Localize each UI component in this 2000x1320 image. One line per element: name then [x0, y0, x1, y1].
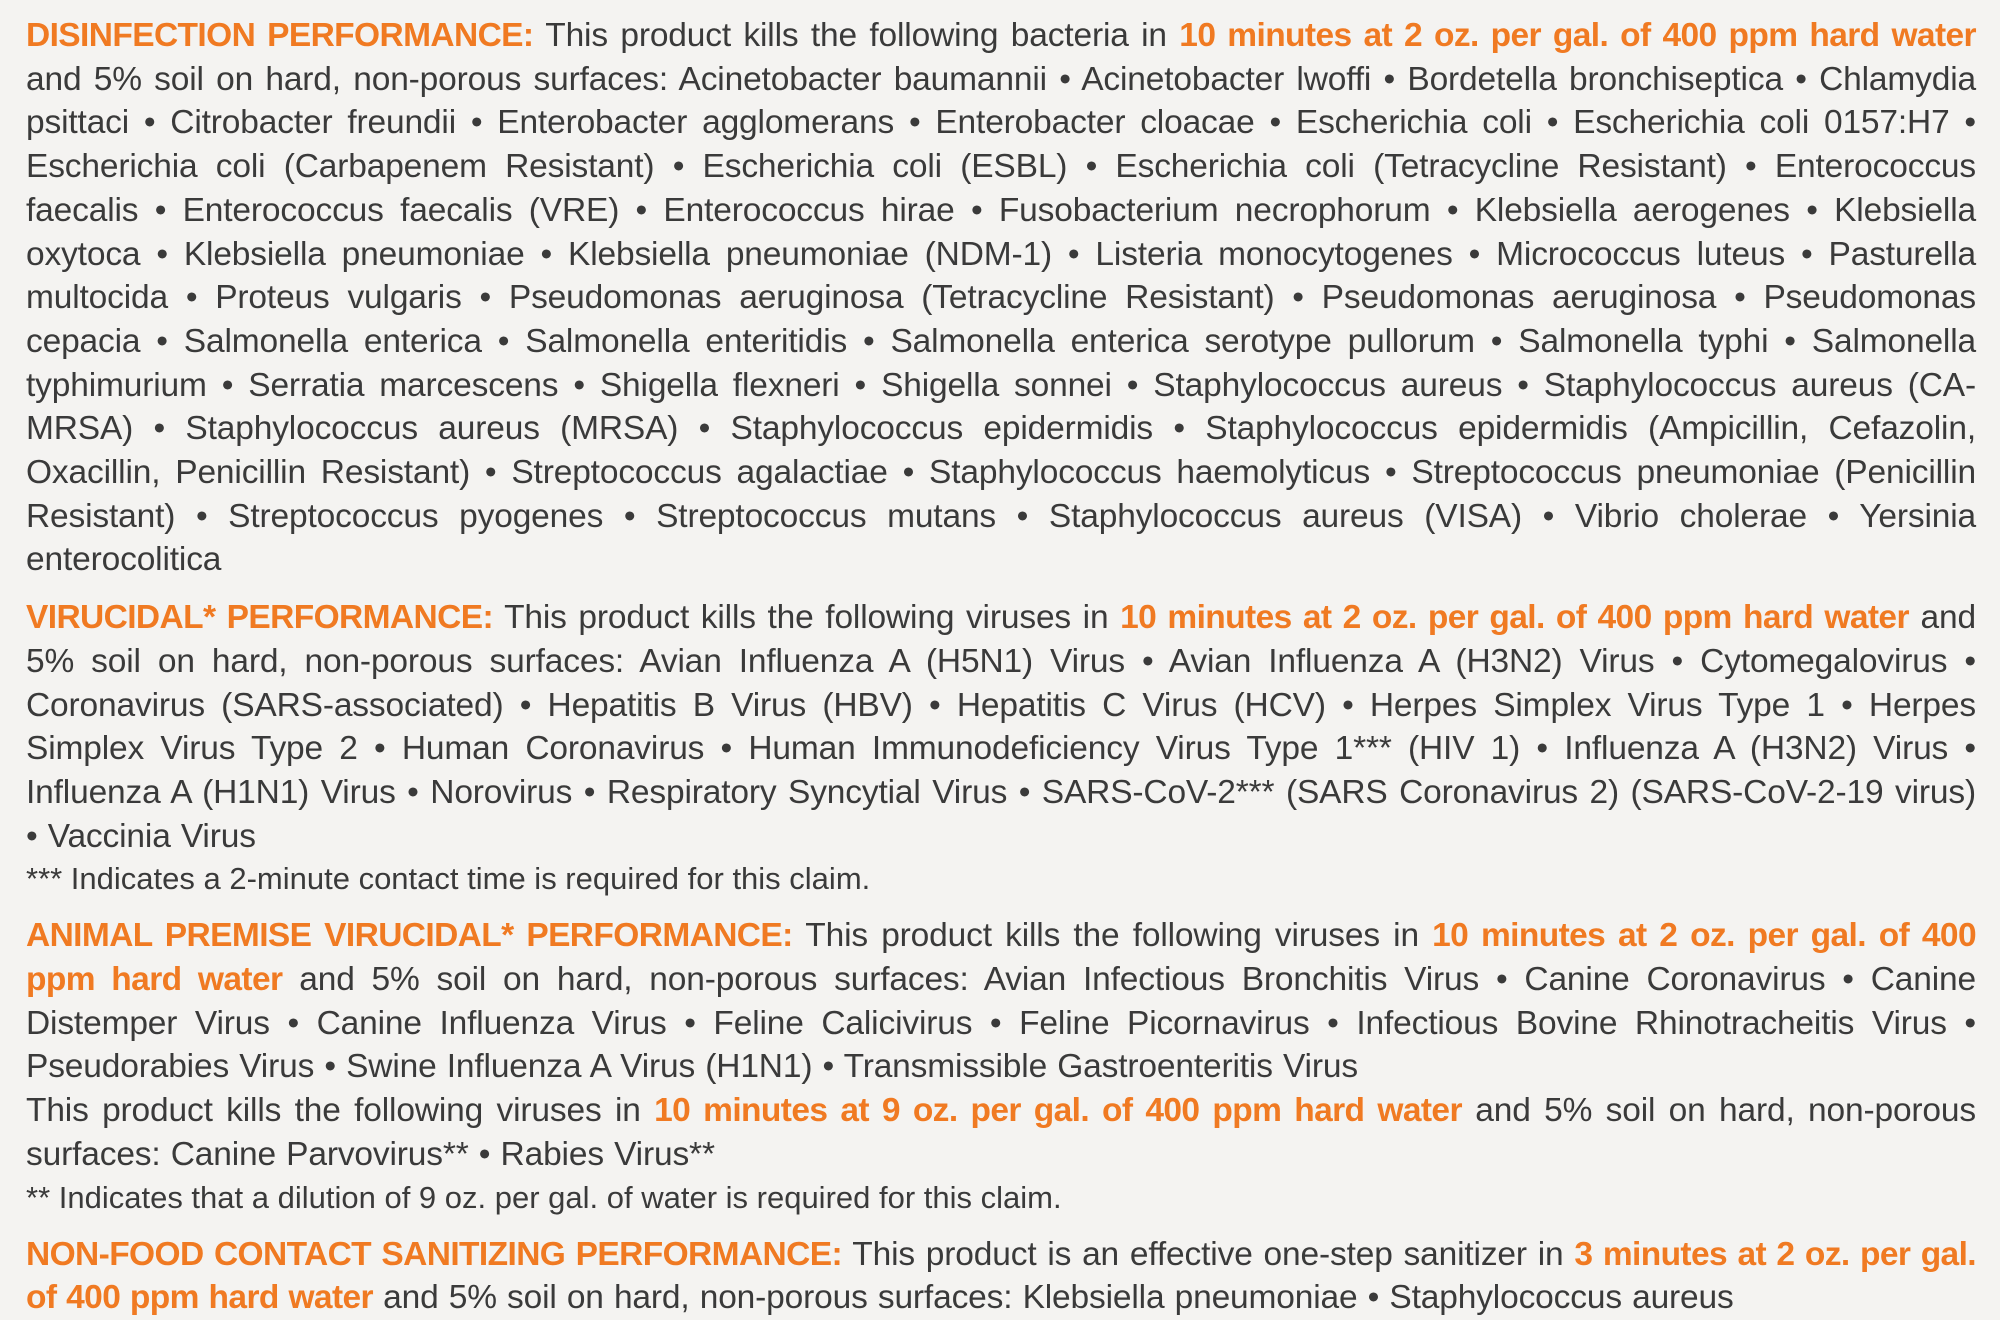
animal-premise-heading: ANIMAL PREMISE VIRUCIDAL* PERFORMANCE: — [26, 917, 793, 955]
animal-premise-condition-2: 10 minutes at 9 oz. per gal. of 400 ppm hard water — [654, 1092, 1462, 1130]
disinfection-condition: 10 minutes at 2 oz. per gal. of 400 ppm hard water — [1179, 17, 1976, 54]
virucidal-virus-list: and 5% soil on hard, non-porous surfaces: Avian Influenza A (H5N1) Virus • Avian Influenza A (H3N2) Virus • Cytomegalovirus • Coronavirus (SARS-associated) • Hepatitis B Virus (HBV) • Hepatitis C Virus (HCV) • Herpes Simplex Virus Type 1 • Herpes Simplex Virus Type 2 • Human Coronavirus • Human Immunodeficiency Virus Type 1*** (HIV 1) • Influenza A (H3N2) Virus • Influenza A (H1N1) Virus • Norovirus • Respiratory Syncytial Virus • SARS-CoV-2*** (SARS Coronavirus 2) (SARS-CoV-2-19 virus) • Vaccinia Virus — [26, 599, 1976, 855]
disinfection-section — [26, 14, 1976, 582]
virucidal-section — [26, 596, 1976, 858]
animal-premise-intro-2: This product kills the following viruses in — [26, 1092, 655, 1130]
animal-premise-condition: 10 minutes at 2 oz. per gal. of 400 ppm hard water — [26, 917, 1976, 999]
virucidal-intro: This product kills the following viruses in — [493, 599, 1121, 637]
animal-premise-parvo-section — [26, 1089, 1976, 1176]
virucidal-footnote: *** Indicates a 2-minute contact time is required for this claim. — [26, 861, 871, 897]
animal-premise-virus-list: and 5% soil on hard, non-porous surfaces: Avian Infectious Bronchitis Virus • Canine Coronavirus • Canine Distemper Virus • Canine Influenza Virus • Feline Calicivirus • Feline Picornavirus • Infectious Bovine Rhinotracheitis Virus • Pseudorabies Virus • Swine Influenza A Virus (H1N1) • Transmissible Gastroenteritis Virus — [26, 961, 1976, 1086]
animal-premise-section — [26, 914, 1976, 1089]
sanitizing-organism-list: and 5% soil on hard, non-porous surfaces: Klebsiella pneumoniae • Staphylococcus aureus — [372, 1279, 1734, 1317]
animal-premise-intro: This product kills the following viruses in — [792, 917, 1433, 955]
sanitizing-intro: This product is an effective one-step sanitizer in — [842, 1235, 1575, 1273]
animal-premise-footnote: ** Indicates that a dilution of 9 oz. per gal. of water is required for this claim. — [26, 1179, 1062, 1215]
sanitizing-section — [26, 1233, 1976, 1320]
sanitizing-heading: NON-FOOD CONTACT SANITIZING PERFORMANCE: — [26, 1235, 843, 1273]
disinfection-heading: DISINFECTION PERFORMANCE: — [26, 17, 534, 54]
animal-premise-virus-list-2: and 5% soil on hard, non-porous surfaces: Canine Parvovirus** • Rabies Virus** — [26, 1092, 1976, 1173]
disinfection-organism-list: and 5% soil on hard, non-porous surfaces: Acinetobacter baumannii • Acinetobacter lwoffi • Bordetella bronchiseptica • Chlamydia psittaci • Citrobacter freundii • Enterobacter agglomerans • Enterobacter cloacae • Escherichia coli • Escherichia coli 0157:H7 • Escherichia coli (Carbapenem Resistant) • Escherichia coli (ESBL) • Escherichia coli (Tetracycline Resistant) • Enterococcus faecalis • Enterococcus faecalis (VRE) • Enterococcus hirae • Fusobacterium necrophorum • Klebsiella aerogenes • Klebsiella oxytoca • Klebsiella pneumoniae • Klebsiella pneumoniae (NDM-1) • Listeria monocytogenes • Micrococcus luteus • Pasturella multocida • Proteus vulgaris • Pseudomonas aeruginosa (Tetracycline Resistant) • Pseudomonas aeruginosa • Pseudomonas cepacia • Salmonella enterica • Salmonella enteritidis • Salmonella enterica serotype pullorum • Salmonella typhi • Salmonella typhimurium • Serratia marcescens • Shigella flexneri • Shigella sonnei • Staphylococcus aureus • Staphylococcus aureus (CA-MRSA) • Staphylococcus aureus (MRSA) • Staphylococcus epidermidis • Staphylococcus epidermidis (Ampicillin, Cefazolin, Oxacillin, Penicillin Resistant) • Streptococcus agalactiae • Staphylococcus haemolyticus • Streptococcus pneumoniae (Penicillin Resistant) • Streptococcus pyogenes • Streptococcus mutans • Staphylococcus aureus (VISA) • Vibrio cholerae • Yersinia enterocolitica — [26, 60, 1976, 579]
virucidal-heading: VIRUCIDAL* PERFORMANCE: — [26, 599, 494, 637]
disinfection-intro: This product kills the following bacteria in — [533, 17, 1180, 54]
sanitizing-condition: 3 minutes at 2 oz. per gal. of 400 ppm hard water — [26, 1235, 1976, 1317]
virucidal-condition: 10 minutes at 2 oz. per gal. of 400 ppm hard water — [1120, 599, 1909, 637]
